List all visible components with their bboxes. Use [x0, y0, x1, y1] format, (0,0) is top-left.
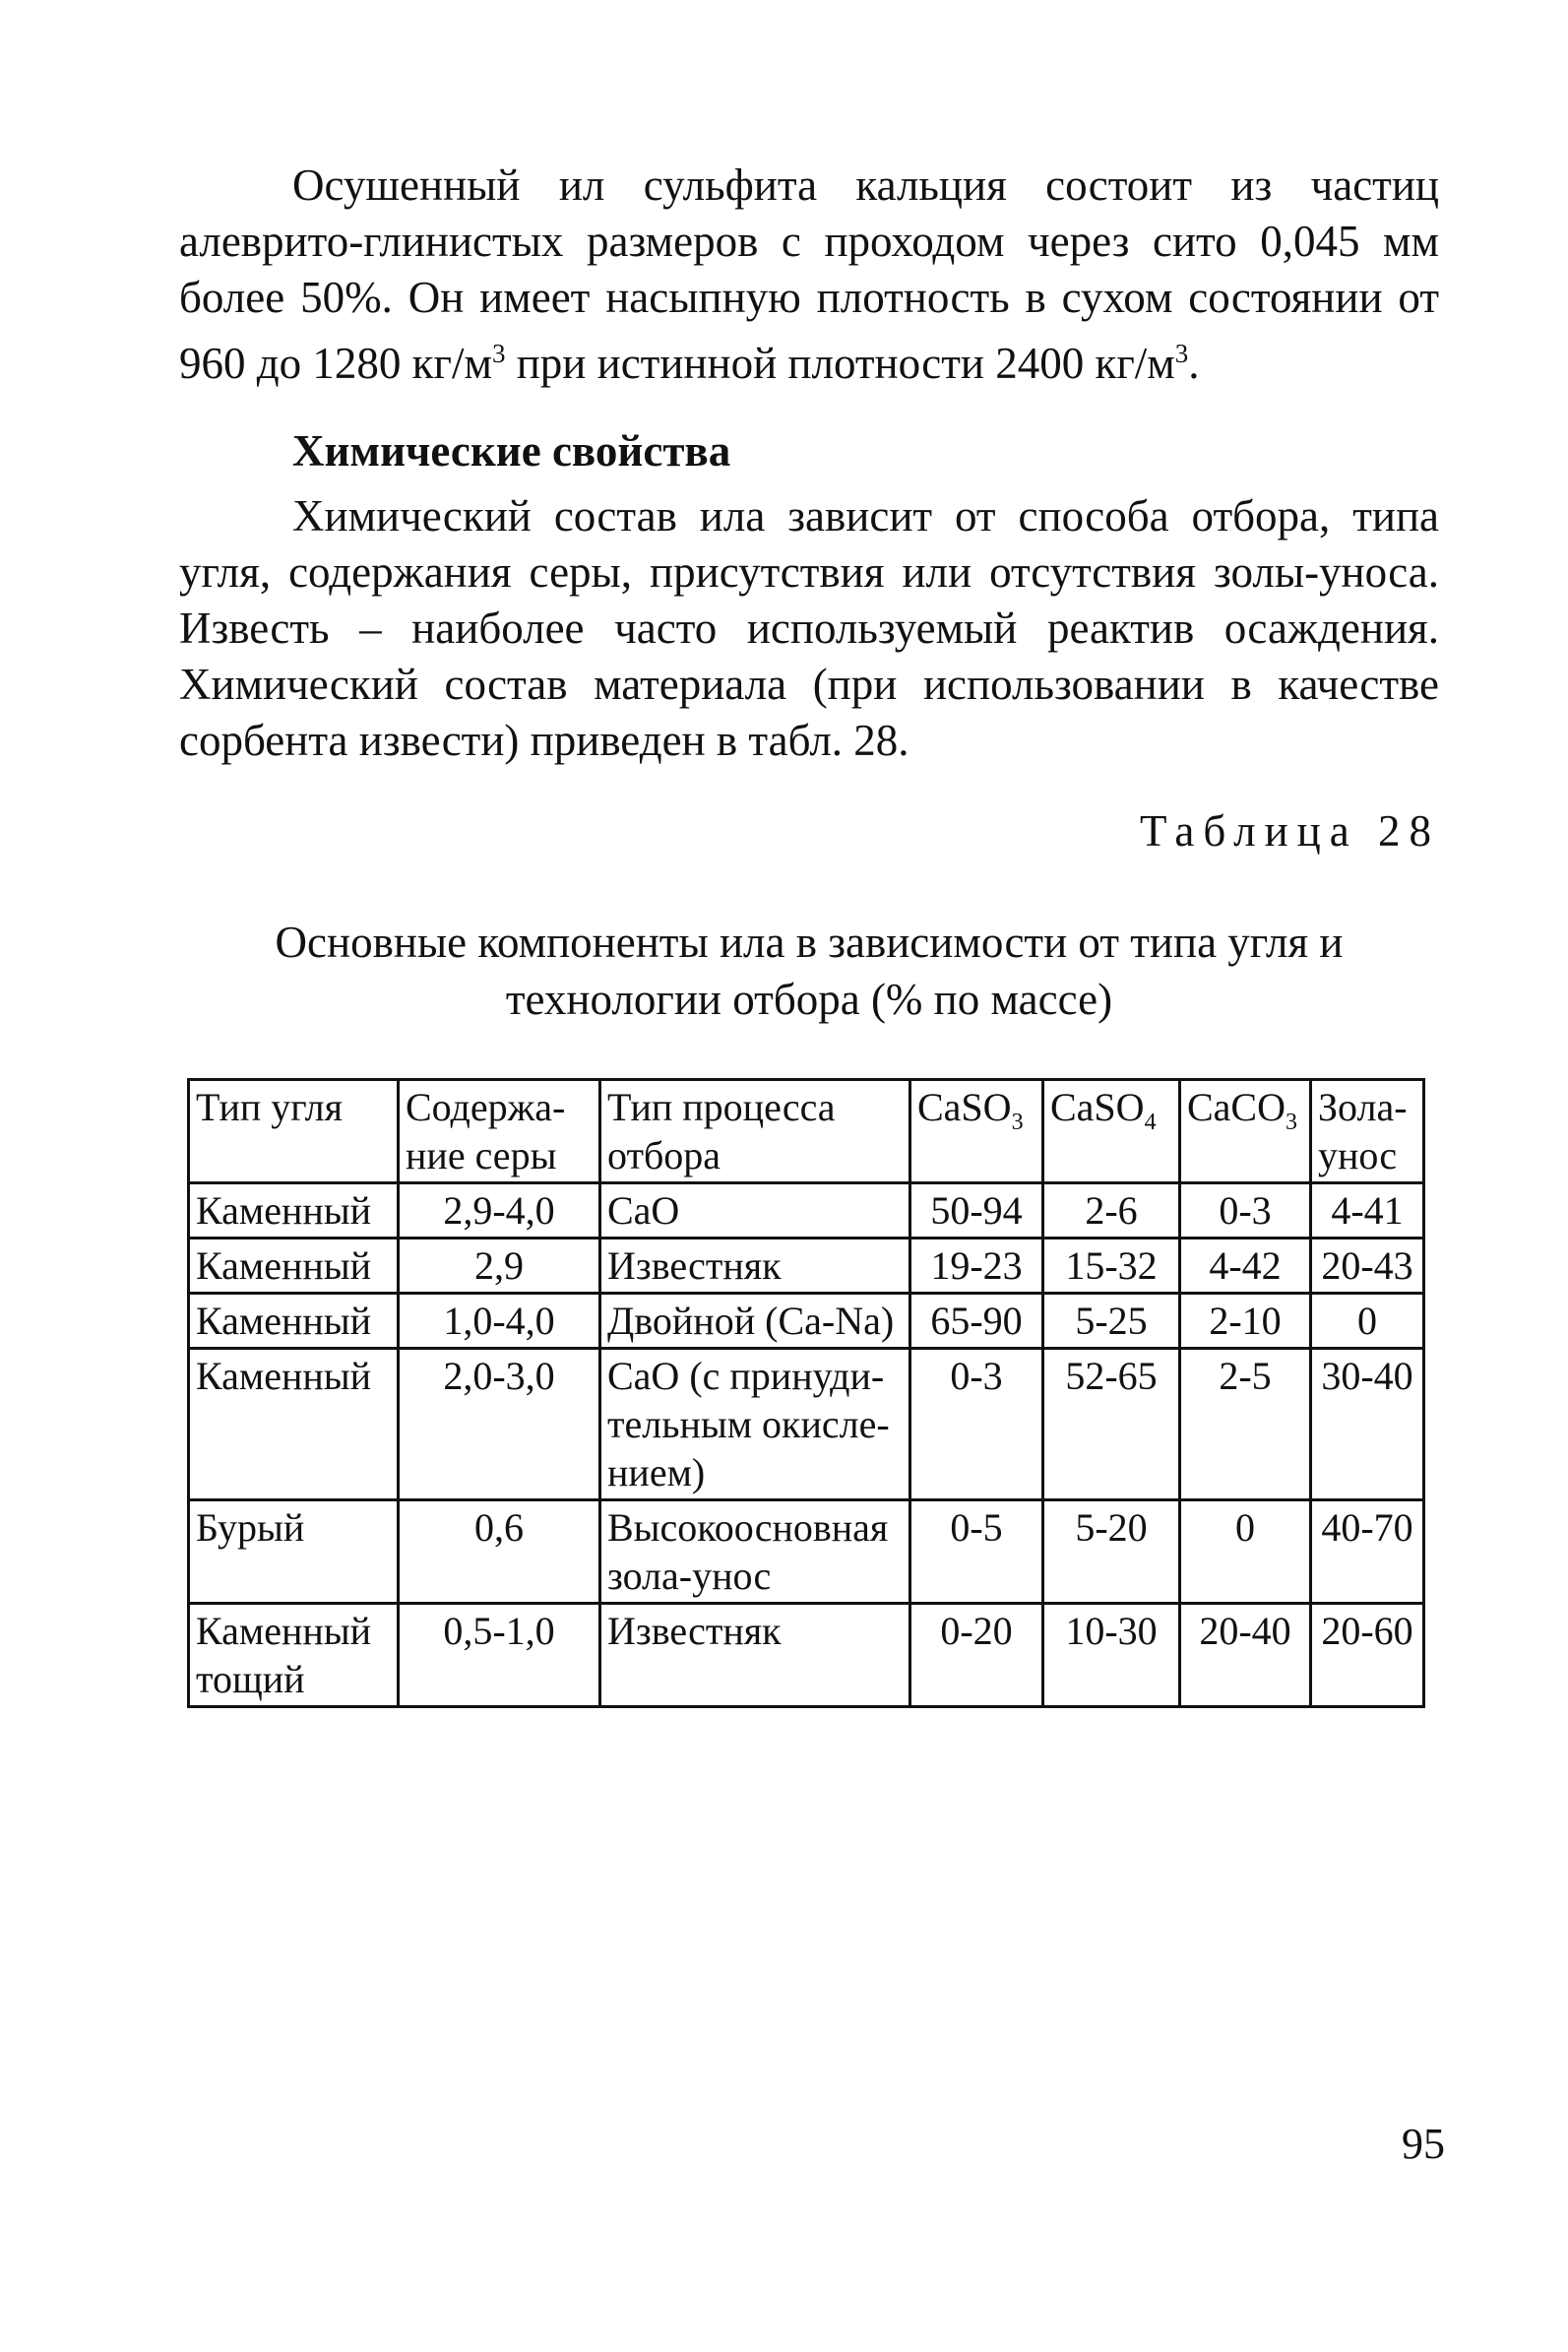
table-label: Таблица 28 [1140, 806, 1440, 856]
cell-caso4: 2-6 [1043, 1183, 1180, 1239]
cell-ash: 4-41 [1311, 1183, 1424, 1239]
cell-coal: Каменный тощий [189, 1604, 399, 1707]
cell-caco3: 2-10 [1180, 1294, 1311, 1349]
data-table-wrapper [187, 1078, 1425, 1708]
cell-caso4: 52-65 [1043, 1349, 1180, 1500]
cell-caso3: 0-20 [910, 1604, 1043, 1707]
cell-sulfur: 0,6 [399, 1500, 600, 1604]
cell-sulfur: 0,5-1,0 [399, 1604, 600, 1707]
paragraph-intro [179, 158, 1439, 392]
cell-caso4: 5-25 [1043, 1294, 1180, 1349]
cell-caco3: 20-40 [1180, 1604, 1311, 1707]
table-row [189, 1604, 1424, 1707]
table-header-row [189, 1080, 1424, 1183]
paragraph-intro-text-1: Осушенный ил сульфита кальция состоит из частиц алеврито-глинистых размеров с проходом через сито 0,045 мм более 50%. Он имеет насыпную плотность в сухом состоянии от 960 до 1280 кг/м [179, 160, 1439, 388]
cell-ash: 0 [1311, 1294, 1424, 1349]
section-heading: Химические свойства [292, 426, 731, 476]
cell-coal: Каменный [189, 1239, 399, 1294]
paragraph-chemical [179, 488, 1439, 769]
table-row [189, 1239, 1424, 1294]
paragraph-intro-text-3: . [1188, 339, 1200, 388]
header-ash: Зола-унос [1311, 1080, 1424, 1183]
table-row [189, 1183, 1424, 1239]
cell-sulfur: 2,9-4,0 [399, 1183, 600, 1239]
page-number: 95 [1402, 2120, 1445, 2168]
header-process: Тип процесса отбора [600, 1080, 910, 1183]
cell-coal: Бурый [189, 1500, 399, 1604]
cell-process: Известняк [600, 1604, 910, 1707]
superscript-3: 3 [491, 339, 506, 368]
header-sulfur: Содержа-ние серы [399, 1080, 600, 1183]
cell-coal: Каменный [189, 1349, 399, 1500]
cell-coal: Каменный [189, 1183, 399, 1239]
header-coal-type: Тип угля [189, 1080, 399, 1183]
table-caption-line-1: Основные компоненты ила в зависимости от типа угля и [275, 918, 1344, 967]
cell-caso3: 65-90 [910, 1294, 1043, 1349]
cell-process: Двойной (Ca-Na) [600, 1294, 910, 1349]
table-row [189, 1500, 1424, 1604]
cell-caso3: 0-5 [910, 1500, 1043, 1604]
table-row [189, 1294, 1424, 1349]
cell-coal: Каменный [189, 1294, 399, 1349]
cell-sulfur: 1,0-4,0 [399, 1294, 600, 1349]
cell-caso3: 0-3 [910, 1349, 1043, 1500]
table-caption-line-2: технологии отбора (% по массе) [505, 975, 1113, 1024]
header-caso3: CaSO$_3$ [910, 1080, 1043, 1183]
cell-sulfur: 2,0-3,0 [399, 1349, 600, 1500]
cell-sulfur: 2,9 [399, 1239, 600, 1294]
table-caption [179, 914, 1439, 1028]
cell-ash: 30-40 [1311, 1349, 1424, 1500]
header-caso4: CaSO$_4$ [1043, 1080, 1180, 1183]
cell-process: CaO [600, 1183, 910, 1239]
data-table [187, 1078, 1425, 1708]
cell-caso4: 15-32 [1043, 1239, 1180, 1294]
table-row [189, 1349, 1424, 1500]
cell-process: CaO (с принуди-тельным окисле-нием) [600, 1349, 910, 1500]
cell-process: Известняк [600, 1239, 910, 1294]
cell-caso4: 5-20 [1043, 1500, 1180, 1604]
cell-ash: 20-43 [1311, 1239, 1424, 1294]
cell-caso4: 10-30 [1043, 1604, 1180, 1707]
cell-process: Высокоосновная зола-унос [600, 1500, 910, 1604]
cell-caco3: 0-3 [1180, 1183, 1311, 1239]
cell-caco3: 2-5 [1180, 1349, 1311, 1500]
cell-caso3: 50-94 [910, 1183, 1043, 1239]
superscript-3: 3 [1174, 339, 1189, 368]
cell-caso3: 19-23 [910, 1239, 1043, 1294]
cell-ash: 40-70 [1311, 1500, 1424, 1604]
paragraph-intro-text-2: при истинной плотности 2400 кг/м [505, 339, 1175, 388]
cell-caco3: 4-42 [1180, 1239, 1311, 1294]
cell-ash: 20-60 [1311, 1604, 1424, 1707]
header-caco3: CaCO$_3$ [1180, 1080, 1311, 1183]
paragraph-chemical-text: Химический состав ила зависит от способа отбора, типа угля, содержания серы, присутствия или отсутствия золы-уноса. Известь – наиболее часто используемый реактив осаждения. Химический состав материала (при использовании в качестве сорбента извести) приведен в табл. 28. [179, 491, 1439, 765]
cell-caco3: 0 [1180, 1500, 1311, 1604]
